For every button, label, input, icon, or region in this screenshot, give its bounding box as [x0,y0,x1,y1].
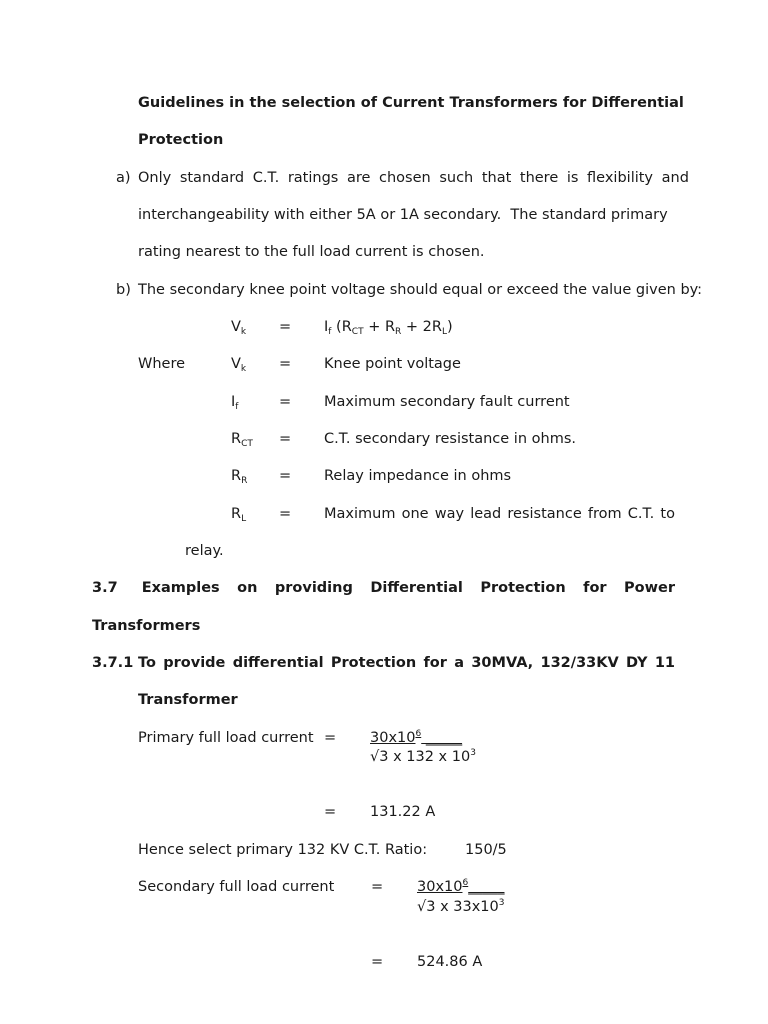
formula-rhs-plus-r: + R [363,319,396,335]
def-sub: f [235,402,239,412]
primary-fraction-numerator [370,729,462,747]
formula-rhs-i: I [324,319,329,335]
primary-num-base: 30x10 [370,730,416,746]
def-sub: L [241,514,247,524]
def-desc-rct: C.T. secondary resistance in ohms. [324,431,576,447]
def-sym: R [231,506,242,522]
def-equals: = [279,394,292,410]
def-desc-vk: Knee point voltage [324,356,461,372]
section-3-7-number: 3.7 [92,580,118,596]
guidelines-heading-line1 [138,94,684,112]
primary-den-exp: 3 [470,748,476,758]
def-continuation: relay. [185,543,224,559]
primary-den-base: √3 x 132 x 10 [370,749,471,765]
secondary-fraction-numerator [417,878,504,896]
def-desc-rr: Relay impedance in ohms [324,468,512,484]
def-sub: k [240,364,247,374]
def-symbol-rr [231,467,247,485]
secondary-num-exp: 6 [462,878,469,888]
def-desc-if: Maximum secondary fault current [324,394,570,410]
formula-rhs-r-sub: R [395,327,402,337]
formula-lhs [231,318,246,336]
def-symbol-rl [231,505,246,523]
secondary-num-base: 30x10 [417,879,463,895]
primary-current-label: Primary full load current [138,730,314,746]
section-3-7-1-title-line2: Transformer [138,692,238,708]
secondary-current-label: Secondary full load current [138,879,335,895]
ct-ratio-text: Hence select primary 132 KV C.T. Ratio: [138,842,428,858]
primary-equals: = [324,730,337,746]
section-3-7-title: Examples on providing Differential Protection for Power [141,580,675,596]
ct-ratio-value: 150/5 [465,842,507,858]
def-equals: = [279,431,292,447]
guidelines-heading-line2: Protection [138,132,224,148]
section-3-7-1-title-line1: To provide differential Protection for a 30MVA, 132/33KV DY 11 [138,655,675,671]
item-a-marker: a) [116,170,131,186]
where-label: Where [138,356,186,372]
def-equals: = [279,468,292,484]
formula-rhs-ct-sub: CT [351,327,364,337]
secondary-fraction-denominator [417,898,504,916]
primary-num-tail: _____ [421,730,463,746]
secondary-result: 524.86 A [417,954,483,970]
def-sym: R [231,431,242,447]
item-a-line3: rating nearest to the full load current is chosen. [138,244,485,260]
formula-rhs-plus-2r: + 2R [401,319,442,335]
def-equals: = [279,356,292,372]
formula-rhs-open: (R [331,319,352,335]
item-b-line1: The secondary knee point voltage should equal or exceed the value given by: [138,282,703,298]
def-equals: = [279,506,292,522]
formula-rhs [324,318,453,336]
formula-rhs-close: ) [447,319,453,335]
def-desc-rl: Maximum one way lead resistance from C.T. to [324,506,675,522]
def-symbol-vk [231,355,246,373]
guidelines-heading-text: Guidelines in the selection of Current Transformers for Differential [138,95,684,111]
secondary-result-equals: = [371,954,384,970]
def-symbol-if [231,393,238,411]
primary-num-exp: 6 [415,729,422,739]
secondary-equals: = [371,879,384,895]
item-a-line1: Only standard C.T. ratings are chosen such that there is flexibility and [138,170,689,186]
section-3-7-heading-line1 [92,579,675,597]
def-sym: V [231,356,241,372]
formula-rhs-l-sub: L [441,327,447,337]
primary-result-equals: = [324,804,337,820]
section-3-7-heading-line2: Transformers [92,618,201,634]
item-b-marker: b) [116,282,131,298]
item-a-line2: interchangeability with either 5A or 1A secondary. The standard primary [138,207,668,223]
def-sub: R [241,476,248,486]
secondary-den-base: √3 x 33x10 [417,899,499,915]
primary-result: 131.22 A [370,804,436,820]
formula-rhs-i-sub: f [328,327,332,337]
def-sym: R [231,468,242,484]
formula-lhs-symbol: V [231,319,241,335]
formula-lhs-subscript: k [240,327,247,337]
primary-fraction-denominator [370,748,476,766]
def-sub: CT [241,439,253,449]
def-sym: I [231,394,236,410]
section-3-7-1-number: 3.7.1 [92,655,134,671]
secondary-num-tail: _____ [468,879,505,895]
def-symbol-rct [231,430,253,448]
secondary-den-exp: 3 [498,898,505,908]
formula-equals: = [279,319,292,335]
